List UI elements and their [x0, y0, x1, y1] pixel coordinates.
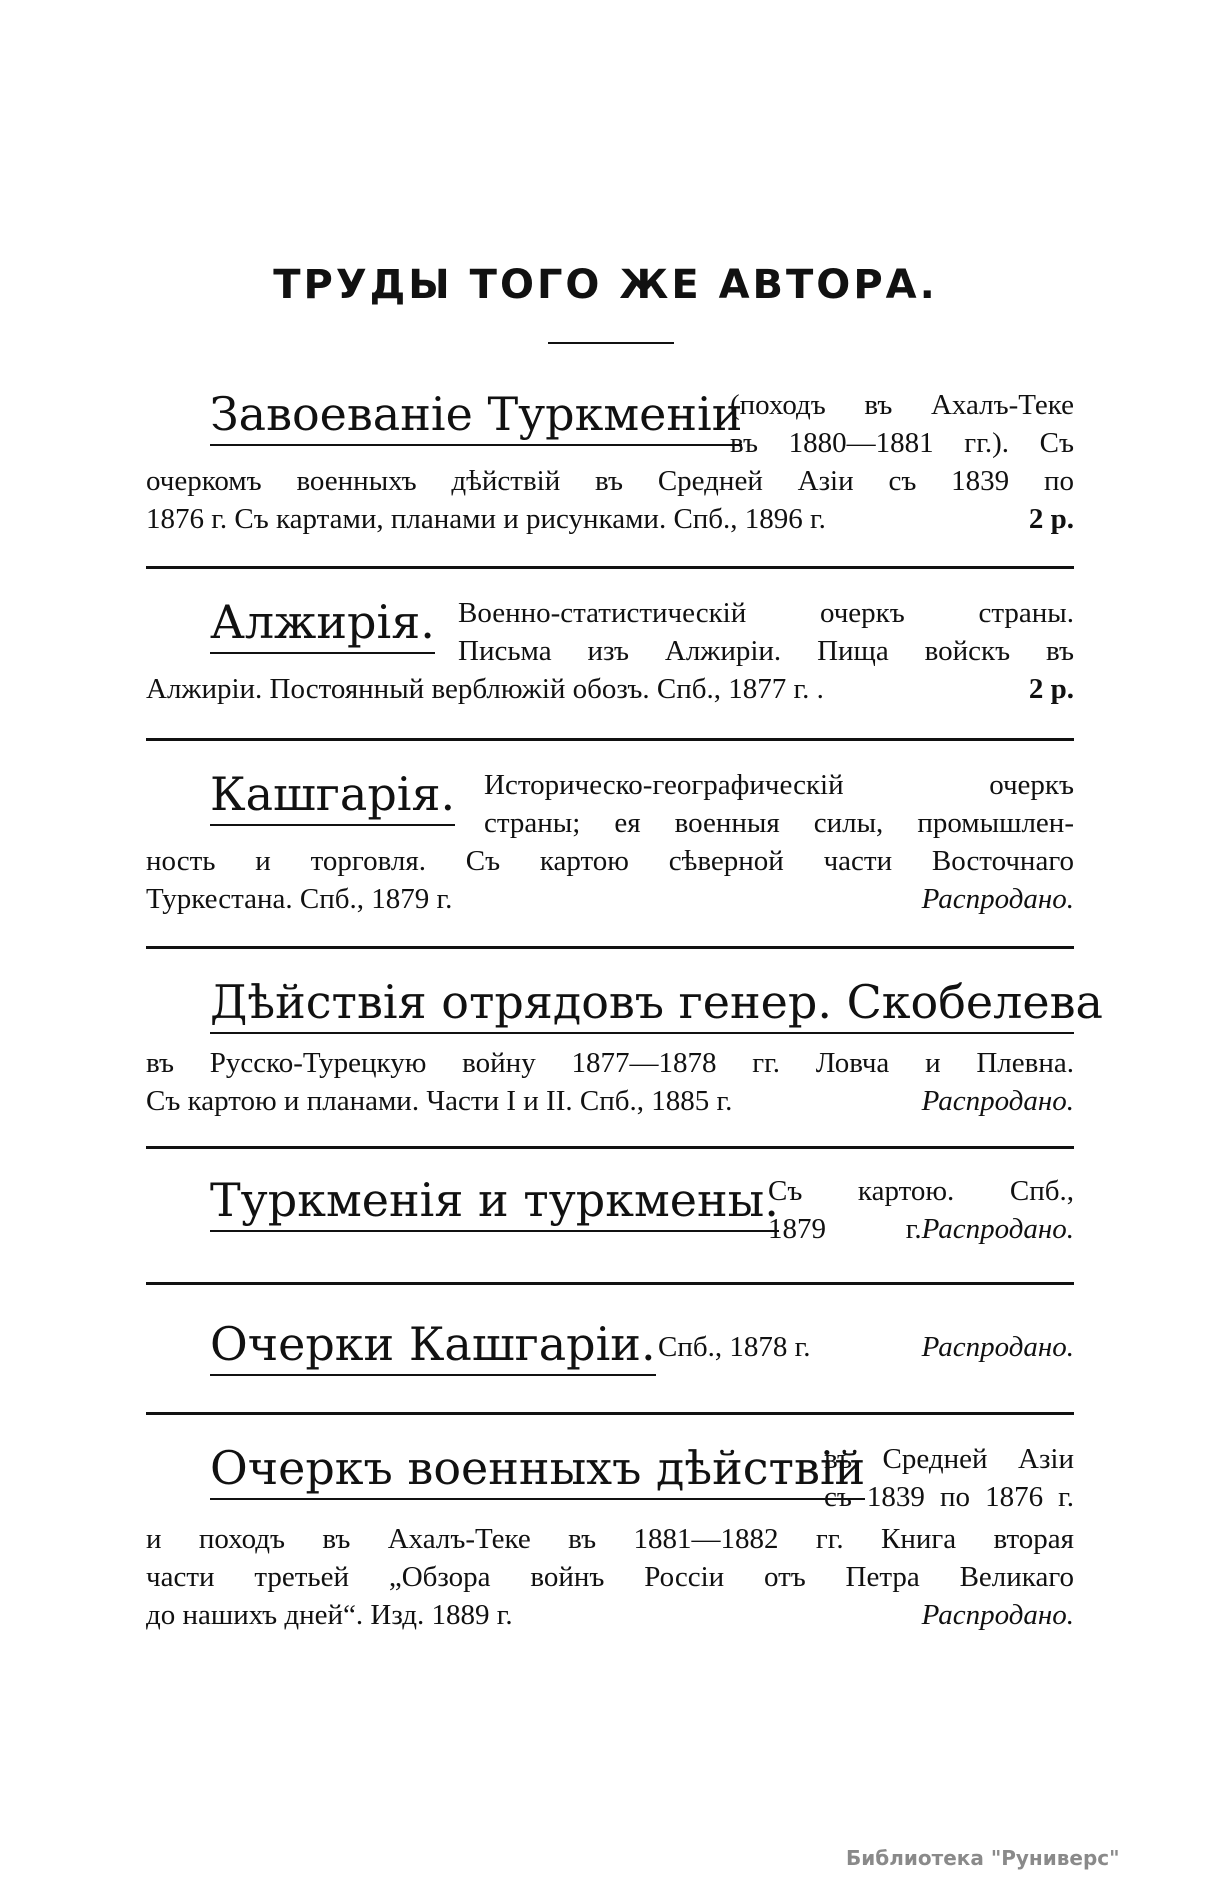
entry-title: Дѣйствія отрядовъ генер. Скобелева: [210, 974, 1074, 1034]
entry-side-line: въ 1880—1881 гг.). Съ: [730, 427, 1074, 459]
entry-divider: [146, 1146, 1074, 1149]
entry-title: Завоеваніе Туркменіи: [210, 386, 742, 446]
entry-side-line: страны; ея военныя силы, промышлен-: [484, 807, 1074, 839]
status-sold-out: Распродано.: [921, 1599, 1074, 1631]
entry-skobelev: [146, 974, 1103, 1120]
entry-alzhiriya: [146, 594, 1074, 708]
entry-divider: [146, 738, 1074, 741]
entry-side-line: (походъ въ Ахалъ-Теке: [730, 389, 1074, 421]
entry-text-line: въ Русско-Турецкую войну 1877—1878 гг. Ловча и Плевна.: [146, 1047, 1074, 1079]
entry-text-line: Съ картою и планами. Части I и II. Спб., 1885 г. Распродано.: [146, 1082, 1074, 1120]
library-watermark: Библиотека "Руниверс": [846, 1846, 1120, 1870]
entry-price: 2 р.: [1028, 673, 1074, 705]
status-sold-out: Распродано.: [921, 883, 1074, 915]
entry-kashgariya: [146, 766, 1074, 918]
status-sold-out: Распродано.: [921, 1213, 1074, 1245]
entry-side-line: съ 1839 по 1876 г.: [824, 1481, 1074, 1513]
entry-divider: [146, 1412, 1074, 1415]
entry-zavoevanie: [146, 386, 1074, 538]
entry-side-line: Съ картою. Спб.,: [768, 1175, 1074, 1207]
entry-ocherki-kashgarii: [146, 1316, 1074, 1392]
entry-text-line: Туркестана. Спб., 1879 г. Распродано.: [146, 880, 1074, 918]
entry-divider: [146, 946, 1074, 949]
entry-turkmeniya: [146, 1172, 1074, 1268]
entry-title: Туркменія и туркмены.: [210, 1172, 779, 1232]
entry-divider: [146, 566, 1074, 569]
entry-title: Очеркъ военныхъ дѣйствій: [210, 1440, 865, 1500]
heading-divider: [548, 342, 674, 344]
entry-text-line: ность и торговля. Съ картою сѣверной части Восточнаго: [146, 845, 1074, 877]
entry-text-line: 1876 г. Съ картами, планами и рисунками. Спб., 1896 г. 2 р.: [146, 503, 1074, 535]
entry-side-line: Военно-статистическій очеркъ страны.: [458, 597, 1074, 629]
entry-side-line: 1879 г. Распродано.: [768, 1210, 1074, 1248]
status-sold-out: Распродано.: [921, 1331, 1074, 1363]
page-title: ТРУДЫ ТОГО ЖЕ АВТОРА.: [273, 262, 938, 308]
entry-text-line: части третьей „Обзора войнъ Россіи отъ Петра Великаго: [146, 1561, 1074, 1593]
entry-title: Алжирія.: [210, 594, 435, 654]
entry-side-line: Письма изъ Алжиріи. Пища войскъ въ: [458, 635, 1074, 667]
entry-side-line: Историческо-географическій очеркъ: [484, 769, 1074, 801]
entry-divider: [146, 1282, 1074, 1285]
entry-text-line: до нашихъ дней“. Изд. 1889 г. Распродано.: [146, 1596, 1074, 1634]
entry-price: 2 р.: [1028, 503, 1074, 535]
entry-title: Кашгарія.: [210, 766, 455, 826]
status-sold-out: Распродано.: [921, 1085, 1074, 1117]
entry-text-line: очеркомъ военныхъ дѣйствій въ Средней Азіи съ 1839 по: [146, 465, 1074, 497]
entry-ocherk-voennyh: [146, 1440, 1074, 1634]
entry-text-line: и походъ въ Ахалъ-Теке въ 1881—1882 гг. Книга вторая: [146, 1523, 1074, 1555]
entry-side-line: въ Средней Азіи: [824, 1443, 1074, 1475]
entry-side-line: Спб., 1878 г. Распродано.: [658, 1328, 1074, 1366]
entry-title: Очерки Кашгаріи.: [210, 1316, 656, 1376]
entry-text-line: Алжиріи. Постоянный верблюжій обозъ. Спб., 1877 г. . 2 р.: [146, 673, 1074, 705]
